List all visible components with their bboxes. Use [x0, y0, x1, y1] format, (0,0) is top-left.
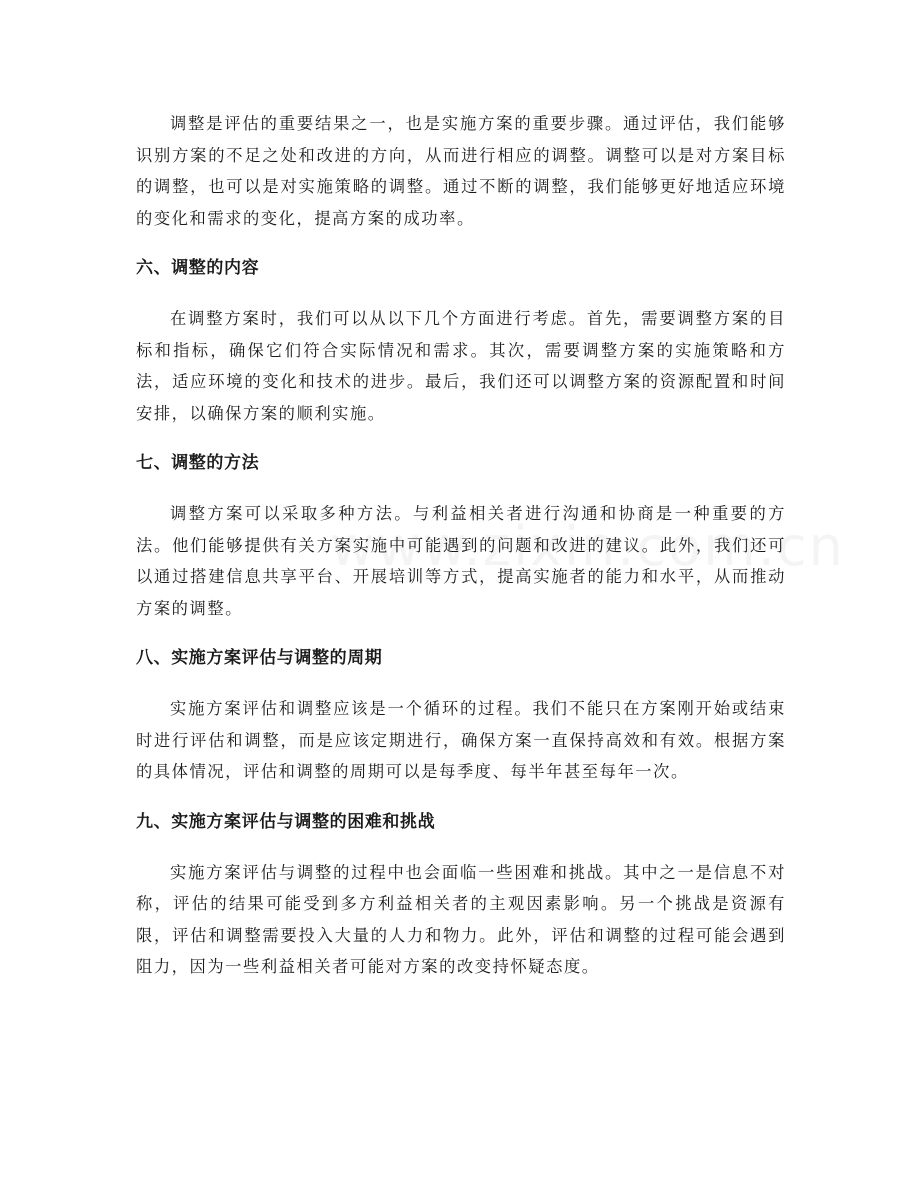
section-heading-7: 七、调整的方法	[136, 453, 260, 473]
section-paragraph-7: 调整方案可以采取多种方法。与利益相关者进行沟通和协商是一种重要的方法。他们能够提供有关方案实施中可能遇到的问题和改进的建议。此外，我们还可以通过搭建信息共享平台、开展培训等方式，提高实施者的能力和水平，从而推动方案的调整。	[136, 504, 786, 618]
document-body	[136, 108, 786, 1002]
intro-paragraph: 调整是评估的重要结果之一，也是实施方案的重要步骤。通过评估，我们能够识别方案的不足之处和改进的方向，从而进行相应的调整。调整可以是对方案目标的调整，也可以是对实施策略的调整。通过不断的调整，我们能够更好地适应环境的变化和需求的变化，提高方案的成功率。	[136, 114, 786, 228]
section-heading-9: 九、实施方案评估与调整的困难和挑战	[136, 811, 436, 832]
section-paragraph-9: 实施方案评估与调整的过程中也会面临一些困难和挑战。其中之一是信息不对称，评估的结果可能受到多方利益相关者的主观因素影响。另一个挑战是资源有限，评估和调整需要投入大量的人力和物力。此外，评估和调整的过程可能会遇到阻力，因为一些利益相关者可能对方案的改变持怀疑态度。	[136, 862, 786, 976]
section-heading-6: 六、调整的内容	[136, 258, 260, 278]
section-paragraph-6: 在调整方案时，我们可以从以下几个方面进行考虑。首先，需要调整方案的目标和指标，确保它们符合实际情况和需求。其次，需要调整方案的实施策略和方法，适应环境的变化和技术的进步。最后，我们还可以调整方案的资源配置和时间安排，以确保方案的顺利实施。	[136, 309, 786, 423]
section-paragraph-8: 实施方案评估和调整应该是一个循环的过程。我们不能只在方案刚开始或结束时进行评估和调整，而是应该定期进行，确保方案一直保持高效和有效。根据方案的具体情况，评估和调整的周期可以是每季度、每半年甚至每年一次。	[136, 699, 786, 781]
section-heading-8: 八、实施方案评估与调整的周期	[136, 648, 383, 668]
